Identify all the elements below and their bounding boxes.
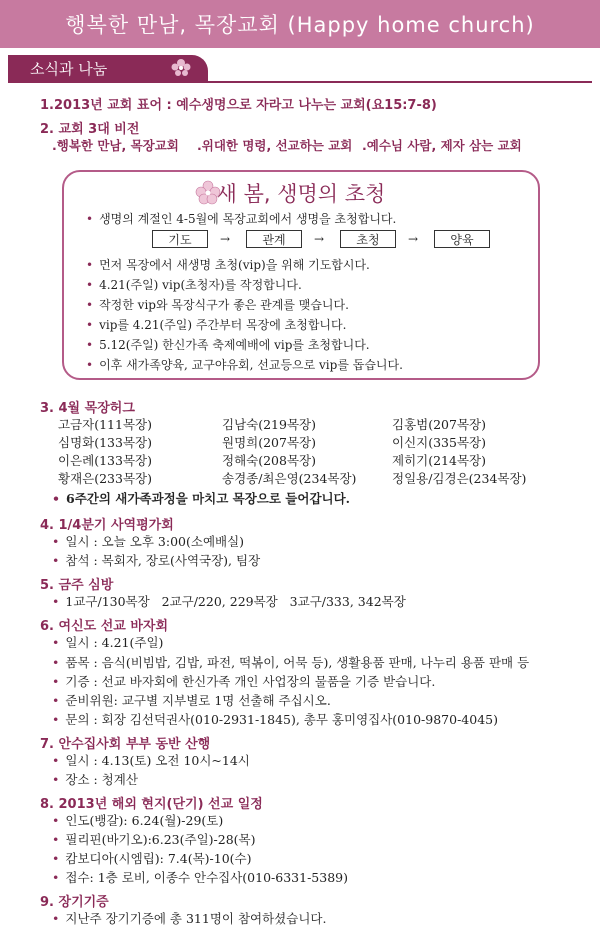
item8-line: • 캄보디아(시엠립): 7.4(목)-10(수) xyxy=(52,851,252,866)
item8-line: • 필리핀(바기오):6.23(주일)-28(목) xyxy=(52,832,256,847)
hug-name: 이은례(133목장) xyxy=(58,453,152,468)
hug-name: 정일용/김경은(234목장) xyxy=(392,471,527,486)
vision-3: .예수님 사람, 제자 삼는 교회 xyxy=(362,138,522,153)
item4-line: • 일시 : 오늘 오후 3:00(소예배실) xyxy=(52,534,245,549)
section-title: 소식과 나눔 xyxy=(8,55,208,83)
vision-1: .행복한 만남, 목장교회 xyxy=(52,138,179,153)
step-relationship: 관계 xyxy=(246,230,302,248)
hug-name: 제히기(214목장) xyxy=(392,453,486,468)
arrow-icon: → xyxy=(408,232,419,246)
item2-title: 2. 교회 3대 비전 xyxy=(40,122,140,137)
box-line: • 생명의 계절인 4-5월에 목장교회에서 생명을 초청합니다. xyxy=(86,212,397,226)
section-header xyxy=(0,55,600,83)
invitation-box xyxy=(62,170,540,380)
hug-name: 김남숙(219목장) xyxy=(222,417,316,432)
item6-line: • 준비위원: 교구별 지부별로 1명 선출해 주십시오. xyxy=(52,693,331,708)
item9-line: • 지난주 장기기증에 총 311명이 참여하셨습니다. xyxy=(52,911,327,926)
box-line: • 이후 새가족양육, 교구야유회, 선교등으로 vip를 돕습니다. xyxy=(86,358,403,372)
section-divider xyxy=(8,81,592,83)
item9-title: 9. 장기기증 xyxy=(40,895,109,910)
item6-line: • 일시 : 4.21(주일) xyxy=(52,635,164,650)
item3-title: 3. 4월 목장허그 xyxy=(40,401,135,416)
item7-line: • 일시 : 4.13(토) 오전 10시~14시 xyxy=(52,753,250,768)
step-invite: 초청 xyxy=(340,230,396,248)
item4-line: • 참석 : 목회자, 장로(사역국장), 팀장 xyxy=(52,553,261,568)
hug-name: 원명희(207목장) xyxy=(222,435,316,450)
item5-line: • 1교구/130목장 2교구/220, 229목장 3교구/333, 342목장 xyxy=(52,594,406,609)
hug-name: 정해숙(208목장) xyxy=(222,453,316,468)
item5-title: 5. 금주 심방 xyxy=(40,578,114,593)
box-line: • 작정한 vip와 목장식구가 좋은 관계를 맺습니다. xyxy=(86,298,349,312)
vision-2: .위대한 명령, 선교하는 교회 xyxy=(197,138,353,153)
item8-line: • 접수: 1층 로비, 이종수 안수집사(010-6331-5389) xyxy=(52,870,348,885)
hug-name: 이신지(335목장) xyxy=(392,435,486,450)
box-title: 새 봄, 생명의 초청 xyxy=(216,182,386,206)
box-line: • 5.12(주일) 한신가족 축제예배에 vip를 초청합니다. xyxy=(86,338,370,352)
hug-name: 고금자(111목장) xyxy=(58,417,152,432)
hug-name: 심명화(133목장) xyxy=(58,435,152,450)
hug-name: 김홍범(207목장) xyxy=(392,417,486,432)
item7-line: • 장소 : 청계산 xyxy=(52,772,138,787)
box-line: • 먼저 목장에서 새생명 초청(vip)을 위해 기도합시다. xyxy=(86,258,370,272)
item4-title: 4. 1/4분기 사역평가회 xyxy=(40,518,174,533)
hug-name: 송경종/최은영(234목장) xyxy=(222,471,357,486)
step-prayer: 기도 xyxy=(152,230,208,248)
header-banner: 행복한 만남, 목장교회 (Happy home church) xyxy=(0,0,600,48)
item6-line: • 품목 : 음식(비빔밥, 김밥, 파전, 떡볶이, 어묵 등), 생활용품 판매, 나누리 용품 판매 등 xyxy=(52,655,530,670)
box-line: • vip를 4.21(주일) 주간부터 목장에 초청합니다. xyxy=(86,318,347,332)
item8-title: 8. 2013년 해외 현지(단기) 선교 일정 xyxy=(40,797,263,812)
arrow-icon: → xyxy=(220,232,231,246)
hug-note: • 6주간의 새가족과정을 마치고 목장으로 들어갑니다. xyxy=(52,491,351,506)
box-line: • 4.21(주일) vip(초청자)를 작정합니다. xyxy=(86,278,302,292)
arrow-icon: → xyxy=(314,232,325,246)
item6-line: • 문의 : 회장 김선덕권사(010-2931-1845), 총무 홍미영집사(010-9870-4045) xyxy=(52,712,498,727)
item7-title: 7. 안수집사회 부부 동반 산행 xyxy=(40,737,211,752)
item6-line: • 기증 : 선교 바자회에 한신가족 개인 사업장의 물품을 기증 받습니다. xyxy=(52,674,436,689)
item8-line: • 인도(뱅갈): 6.24(월)-29(토) xyxy=(52,813,224,828)
item6-title: 6. 여신도 선교 바자회 xyxy=(40,619,169,634)
step-nurture: 양육 xyxy=(434,230,490,248)
flower-icon xyxy=(168,57,194,81)
item1-motto: 1.2013년 교회 표어 : 예수생명으로 자라고 나누는 교회(요15:7-8) xyxy=(40,98,437,113)
hug-name: 황재은(233목장) xyxy=(58,471,152,486)
